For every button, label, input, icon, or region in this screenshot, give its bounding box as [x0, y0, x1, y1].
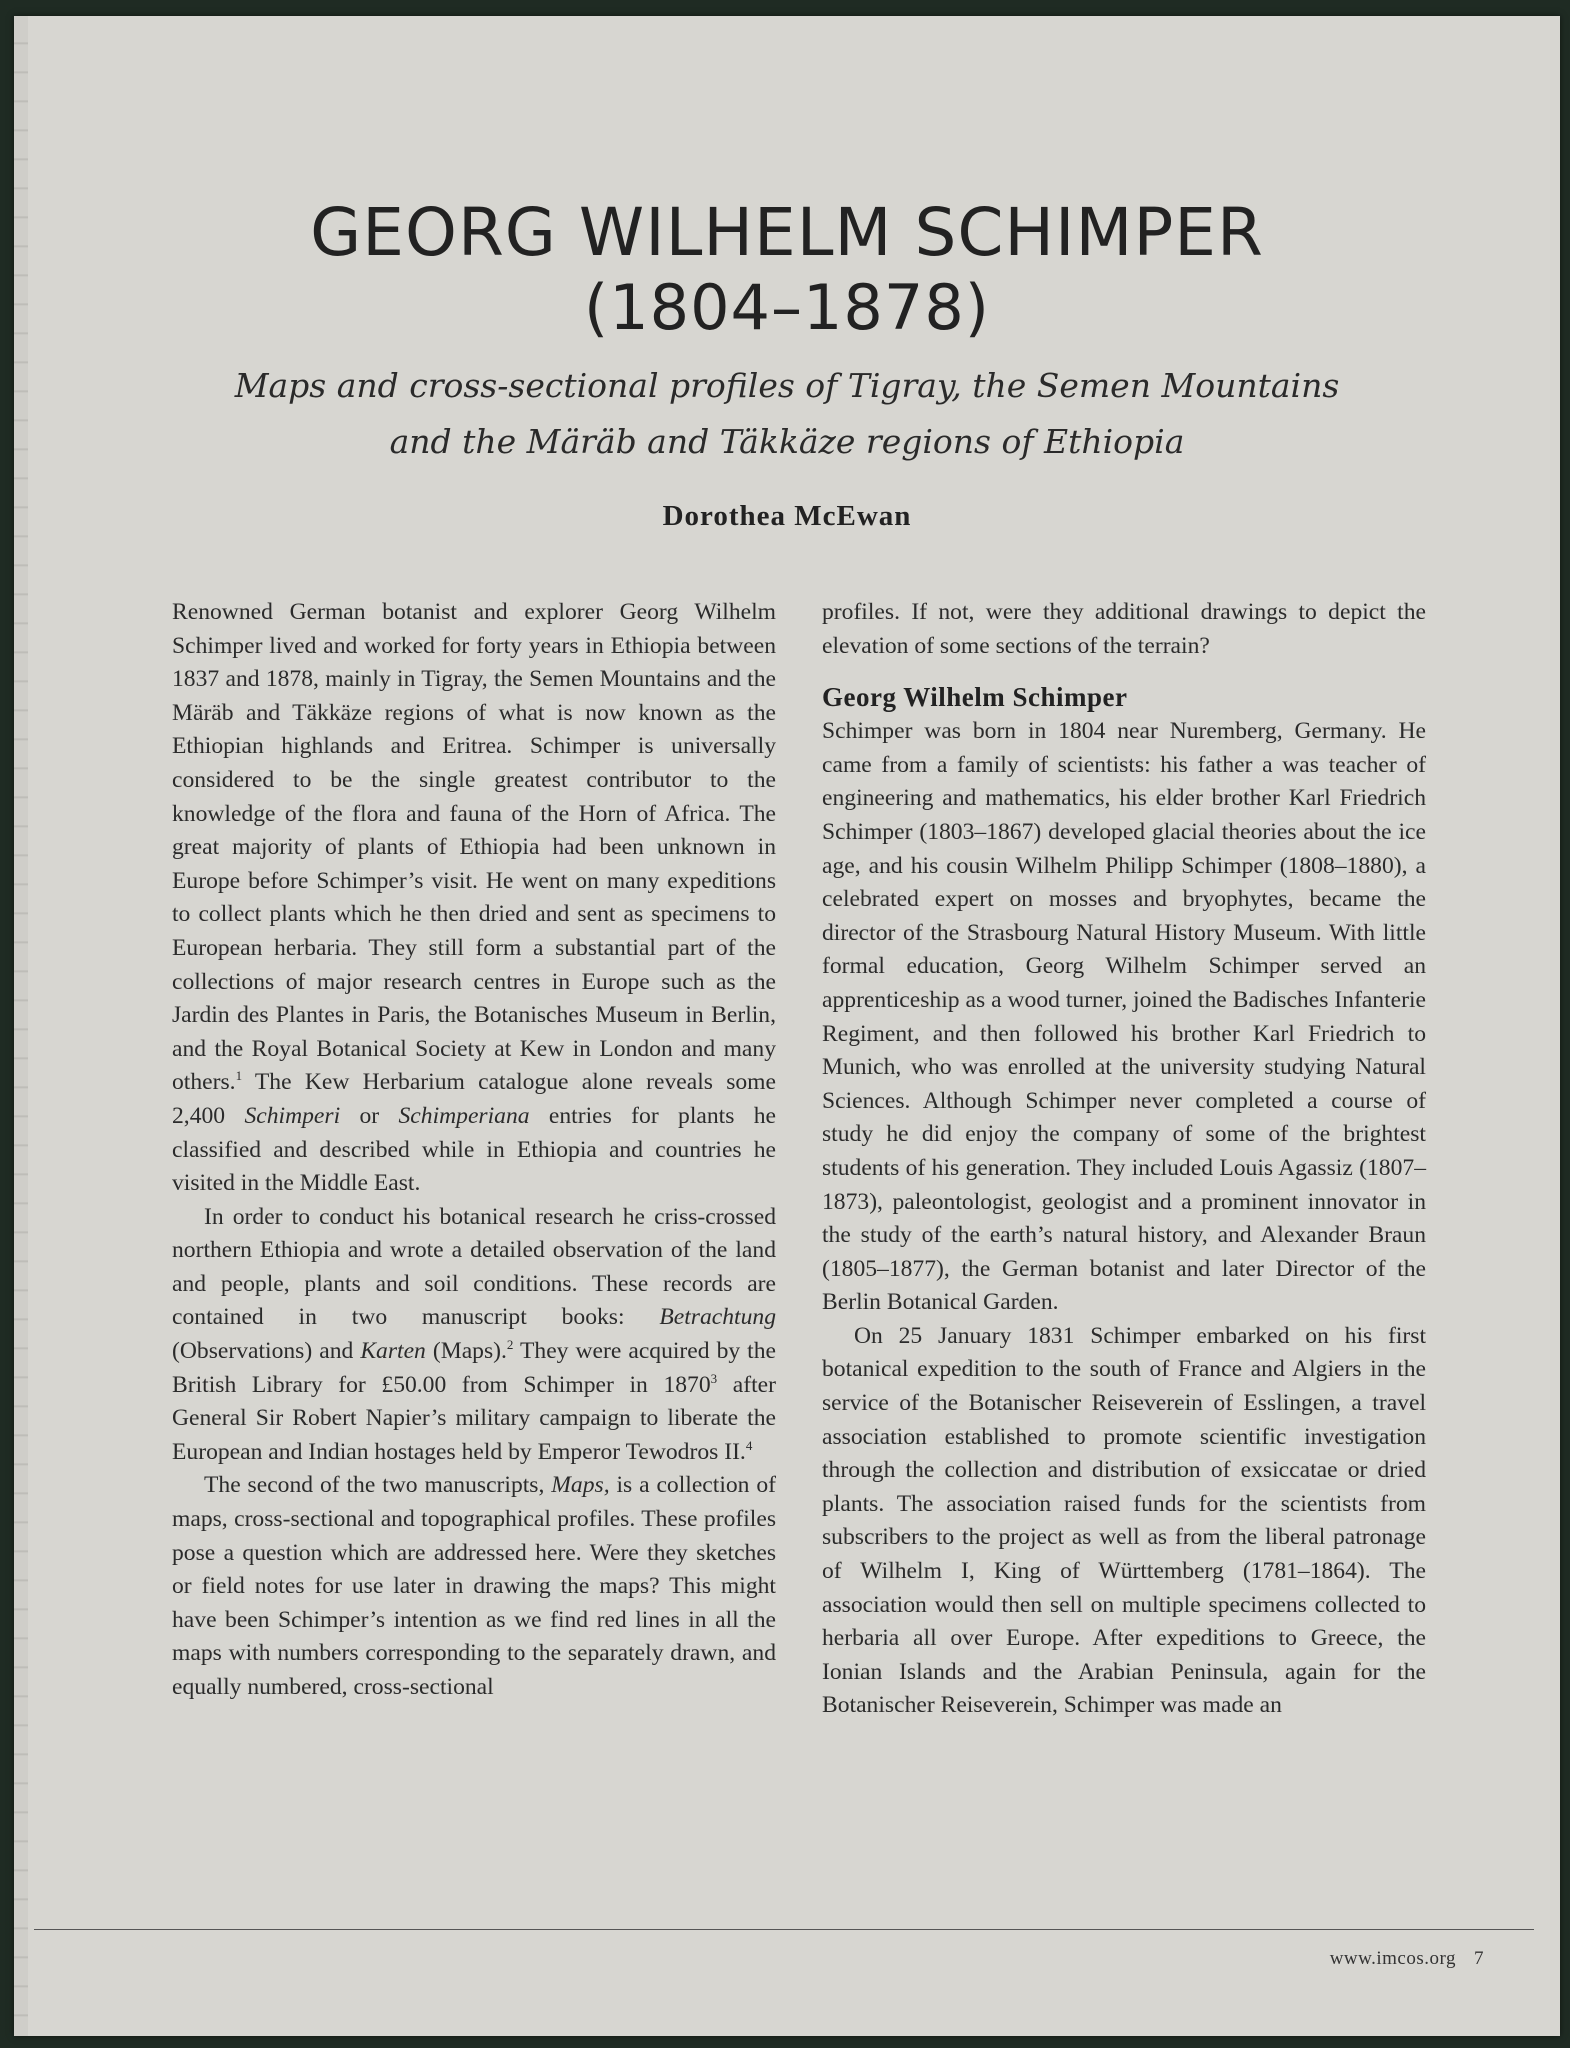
footnote-ref: 3	[710, 1370, 718, 1386]
footnote-ref: 4	[745, 1437, 753, 1453]
article-title: GEORG WILHELM SCHIMPER	[310, 194, 1264, 271]
paragraph: Schimper was born in 1804 near Nuremberg, Germany. He came from a family of scientists: his father a was teacher of engineering and mathematics, his elder brother Karl Friedrich Schimper (1803–1867) developed glacial theories about the ice age, and his cousin Wilhelm Philipp Schimper (1808–1880), a celebrated expert on mosses and bryophytes, became the director of the Strasbourg Natural History Museum. With little formal education, Georg Wilhelm Schimper served an apprenticeship as a wood turner, joined the Badisches Infanterie Regiment, and then followed his brother Karl Friedrich to Munich, who was enrolled at the university studying Natural Sciences. Although Schimper never completed a course of study he did enjoy the company of some of the brightest students of his generation. They included Louis Agassiz (1807–1873), paleontologist, geologist and a prominent innovator in the study of the earth’s natural history, and Alexander Braun (1805–1877), the German botanist and later Director of the Berlin Botanical Garden.	[822, 718, 1426, 1316]
paragraph: The second of the two manuscripts, Maps, is a collection of maps, cross-sectional and topographical profiles. These profiles pose a question which are addressed here. Were they sketches or field notes for use later in drawing the maps? This might have been Schimper’s intention as we find red lines in all the maps with numbers corresponding to the separately drawn, and equally numbered, cross-sectional	[172, 1472, 777, 1700]
page-number: 7	[1474, 1948, 1484, 1969]
footnote-ref: 2	[506, 1337, 514, 1353]
footer-url[interactable]: www.imcos.org	[1329, 1948, 1456, 1969]
article-title-dates: (1804–1878)	[584, 271, 990, 344]
page-footer	[1330, 1948, 1484, 1970]
paragraph: Renowned German botanist and explorer Georg Wilhelm Schimper lived and worked for forty years in Ethiopia between 1837 and 1878, mainly in Tigray, the Semen Mountains and the Märäb and Täkkäze regions of what is now known as the Ethiopian highlands and Eritrea. Schimper is universally considered to be the single greatest contributor to the knowledge of the flora and fauna of the Horn of Africa. The great majority of plants of Ethiopia had been unknown in Europe before Schimper’s visit. He went on many expeditions to collect plants which he then dried and sent as specimens to European herbaria. They still form a substantial part of the collections of major research centres in Europe such as the Jardin des Plantes in Paris, the Botanisches Museum in Berlin, and the Royal Botanical Society at Kew in London and many others.$^1$ The Kew Herbarium catalogue alone reveals some 2,400 Schimperi or Schimperiana entries for plants he classified and described while in Ethiopia and countries he visited in the Middle East.	[172, 599, 777, 1197]
paragraph: profiles. If not, were they additional drawings to depict the elevation of some sections of the terrain?	[822, 599, 1426, 659]
journal-page	[14, 16, 1560, 2036]
left-column	[172, 596, 776, 1705]
paragraph: In order to conduct his botanical research he criss-crossed northern Ethiopia and wrote a detailed observation of the land and people, plants and soil conditions. These records are contained in two manuscript books: Betrachtung (Observations) and Karten (Maps).$^2$ They were acquired by the British Library for £50.00 from Schimper in 1870$^3$ after General Sir Robert Napier’s military campaign to liberate the European and Indian hostages held by Emperor Tewodros II.$^4$	[172, 1203, 776, 1465]
author-byline: Dorothea McEwan	[662, 500, 912, 532]
article-subtitle-line1: Maps and cross-sectional profiles of Tigray, the Semen Mountains	[234, 366, 1340, 405]
section-heading: Georg Wilhelm Schimper	[822, 682, 1128, 713]
article-subtitle-line2: and the Märäb and Täkkäze regions of Ethiopia	[389, 422, 1185, 461]
paragraph: On 25 January 1831 Schimper embarked on his first botanical expedition to the south of France and Algiers in the service of the Botanischer Reiseverein of Esslingen, a travel association established to promote scientific investigation through the collection and distribution of exsiccatae or dried plants. The association raised funds for the scientists from subscribers to the project as well as from the liberal patronage of Wilhelm I, King of Württemberg (1781–1864). The association would then sell on multiple specimens collected to herbaria all over Europe. After expeditions to Greece, the Ionian Islands and the Arabian Peninsula, again for the Botanischer Reiseverein, Schimper was made an	[822, 1322, 1426, 1719]
footnote-ref: 1	[235, 1068, 243, 1084]
right-column	[822, 596, 1426, 1723]
footer-rule	[34, 1929, 1534, 1930]
